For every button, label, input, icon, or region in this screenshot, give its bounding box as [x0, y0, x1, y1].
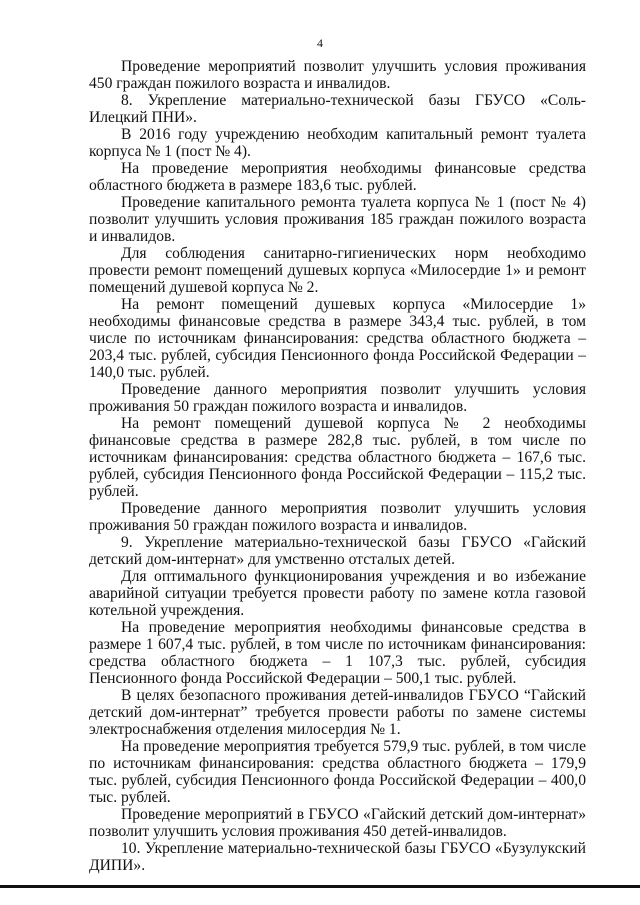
paragraph: 9. Укрепление материально-технической базы ГБУСО «Гайский детский дом-интернат» для умственно отсталых детей. — [89, 534, 586, 568]
paragraph: Для оптимального функционирования учреждения и во избежание аварийной ситуации требуется провести работу по замене котла газовой котельной учреждения. — [89, 568, 586, 619]
paragraph: На ремонт помещений душевых корпуса «Милосердие 1» необходимы финансовые средства в размере 343,4 тыс. рублей, в том числе по источникам финансирования: средства областного бюджета – 203,4 тыс. рублей, субсидия Пенсионного фонда Российской Федерации – 140,0 тыс. рублей. — [89, 296, 586, 381]
paragraph: Для соблюдения санитарно-гигиенических норм необходимо провести ремонт помещений душевых корпуса «Милосердие 1» и ремонт помещений душевой корпуса № 2. — [89, 245, 586, 296]
paragraph: 8. Укрепление материально-технической базы ГБУСО «Соль-Илецкий ПНИ». — [89, 92, 586, 126]
paragraph: Проведение данного мероприятия позволит улучшить условия проживания 50 граждан пожилого возраста и инвалидов. — [89, 500, 586, 534]
bottom-divider — [0, 885, 640, 888]
paragraph: Проведение данного мероприятия позволит улучшить условия проживания 50 граждан пожилого возраста и инвалидов. — [89, 381, 586, 415]
paragraph: На проведение мероприятия необходимы финансовые средства в размере 1 607,4 тыс. рублей, в том числе по источникам финансирования: средства областного бюджета – 1 107,3 тыс. рублей, субсидия Пенсионного фонда Российской Федерации – 500,1 тыс. рублей. — [89, 619, 586, 687]
paragraph: Проведение мероприятий позволит улучшить условия проживания 450 граждан пожилого возраста и инвалидов. — [89, 58, 586, 92]
paragraph: Проведение капитального ремонта туалета корпуса № 1 (пост № 4) позволит улучшить условия проживания 185 граждан пожилого возраста и инвалидов. — [89, 194, 586, 245]
paragraph: На проведение мероприятия необходимы финансовые средства областного бюджета в размере 183,6 тыс. рублей. — [89, 160, 586, 194]
paragraph: 10. Укрепление материально-технической базы ГБУСО «Бузулукский ДИПИ». — [89, 840, 586, 874]
page-number: 4 — [317, 36, 323, 50]
paragraph: На ремонт помещений душевой корпуса № 2 необходимы финансовые средства в размере 282,8 тыс. рублей, в том числе по источникам финансирования: средства областного бюджета – 167,6 тыс. рублей, субсидия Пенсионного фонда Российской Федерации – 115,2 тыс. рублей. — [89, 415, 586, 500]
paragraph: В 2016 году учреждению необходим капитальный ремонт туалета корпуса № 1 (пост № 4). — [89, 126, 586, 160]
paragraph: В целях безопасного проживания детей-инвалидов ГБУСО “Гайский детский дом-интернат” требуется провести работы по замене системы электроснабжения отделения милосердия № 1. — [89, 687, 586, 738]
paragraph: На проведение мероприятия требуется 579,9 тыс. рублей, в том числе по источникам финансирования: средства областного бюджета – 179,9 тыс. рублей, субсидия Пенсионного фонда Российской Федерации – 400,0 тыс. рублей. — [89, 738, 586, 806]
paragraph: Проведение мероприятий в ГБУСО «Гайский детский дом-интернат» позволит улучшить условия проживания 450 детей-инвалидов. — [89, 806, 586, 840]
document-body — [89, 58, 586, 874]
